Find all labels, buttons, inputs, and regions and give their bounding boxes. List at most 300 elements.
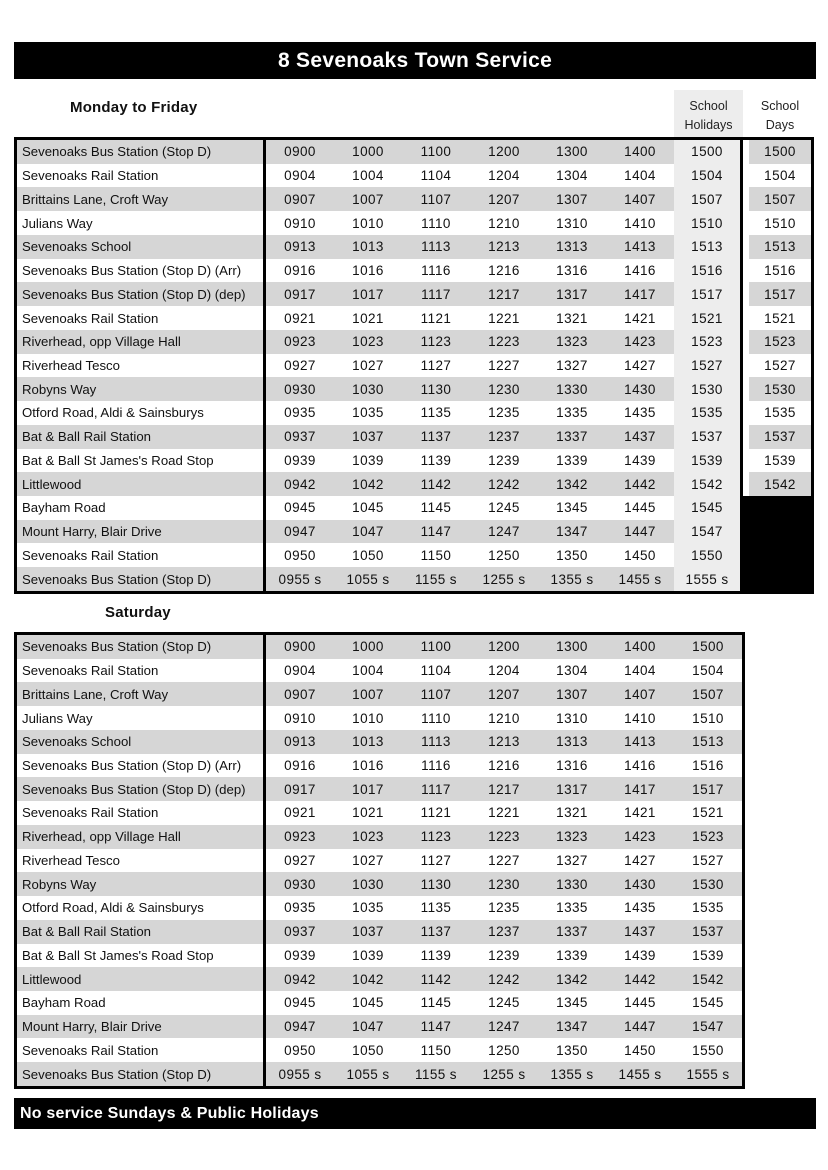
- time-cell: 0927: [284, 357, 316, 373]
- time-cell: 1430: [606, 377, 674, 401]
- table-row: [17, 991, 742, 1015]
- table-row: [17, 730, 742, 754]
- time-cell: 1042: [334, 472, 402, 496]
- time-cell: 1404: [624, 663, 656, 679]
- stop-name-cell: Sevenoaks Rail Station: [17, 659, 266, 683]
- school-holidays-time-cell: 1504: [674, 164, 743, 188]
- school-days-time-cell: 1504: [764, 168, 796, 184]
- time-cell: 1410: [624, 215, 656, 231]
- school-holidays-time-cell: 1516: [674, 259, 743, 283]
- table-row: [17, 754, 742, 778]
- time-cell: 1435: [624, 405, 656, 421]
- time-cell: 0937: [266, 425, 334, 449]
- time-cell: 1255 s: [470, 567, 538, 591]
- time-cell: 1442: [606, 472, 674, 496]
- time-cell: 0910: [284, 215, 316, 231]
- time-cell: 1250: [488, 1042, 520, 1058]
- stop-name-cell: Robyns Way: [17, 377, 266, 401]
- time-cell: 1242: [470, 472, 538, 496]
- time-cell: 1304: [556, 663, 588, 679]
- time-cell: 1239: [488, 947, 520, 963]
- time-cell: 1210: [488, 215, 520, 231]
- table-row: [17, 425, 811, 449]
- stop-name-cell: Sevenoaks School: [17, 235, 266, 259]
- table-row: [17, 306, 811, 330]
- table-row: [17, 187, 811, 211]
- time-cell: 1455 s: [606, 567, 674, 591]
- stop-name-cell: Sevenoaks School: [17, 730, 266, 754]
- time-cell: 0935: [284, 900, 316, 916]
- time-cell: 1210: [488, 710, 520, 726]
- stop-name-cell: Sevenoaks Rail Station: [17, 1038, 266, 1062]
- stop-name-cell: Littlewood: [17, 472, 266, 496]
- time-cell: 1439: [624, 947, 656, 963]
- time-cell: 1537: [674, 920, 742, 944]
- saturday-timetable: [14, 632, 745, 1089]
- stop-name-cell: Brittains Lane, Croft Way: [17, 187, 266, 211]
- school-days-label-line2: Days: [765, 118, 795, 132]
- stop-name-cell: Sevenoaks Rail Station: [17, 543, 266, 567]
- time-cell: 1000: [334, 635, 402, 659]
- time-cell: 1307: [538, 187, 606, 211]
- time-cell: 1213: [470, 235, 538, 259]
- time-cell: 1235: [488, 405, 520, 421]
- time-cell: 1104: [420, 168, 452, 184]
- time-cell: 0907: [266, 187, 334, 211]
- stop-name-cell: Mount Harry, Blair Drive: [17, 520, 266, 544]
- school-holidays-time-cell: 1555 s: [674, 567, 743, 591]
- time-cell: 0942: [266, 967, 334, 991]
- time-cell: 1004: [352, 168, 384, 184]
- time-cell: 1300: [538, 140, 606, 164]
- time-cell: 1130: [402, 872, 470, 896]
- time-cell: 1513: [674, 730, 742, 754]
- no-service-cell: [749, 496, 811, 520]
- time-cell: 1000: [334, 140, 402, 164]
- time-cell: 1400: [606, 635, 674, 659]
- time-cell: 1027: [352, 852, 384, 868]
- time-cell: 1350: [556, 1042, 588, 1058]
- weekday-header-zone: [14, 79, 816, 137]
- time-cell: 1317: [538, 282, 606, 306]
- table-row: [17, 235, 811, 259]
- time-cell: 1437: [606, 425, 674, 449]
- time-cell: 1555 s: [674, 1062, 742, 1086]
- time-cell: 1130: [402, 377, 470, 401]
- time-cell: 1423: [606, 330, 674, 354]
- time-cell: 1235: [488, 900, 520, 916]
- time-cell: 1307: [538, 682, 606, 706]
- table-row: [17, 449, 811, 473]
- time-cell: 1417: [606, 282, 674, 306]
- page-title: 8 Sevenoaks Town Service: [277, 49, 553, 72]
- time-cell: 1113: [402, 235, 470, 259]
- time-cell: 0947: [266, 520, 334, 544]
- school-holidays-label-line1: School: [689, 99, 728, 113]
- time-cell: 1313: [538, 235, 606, 259]
- time-cell: 1355 s: [538, 567, 606, 591]
- time-cell: 1416: [624, 757, 656, 773]
- table-row: [17, 896, 742, 920]
- school-holidays-time-cell: 1542: [674, 472, 743, 496]
- time-cell: 1335: [556, 900, 588, 916]
- time-cell: 1013: [334, 235, 402, 259]
- stop-name-cell: Bayham Road: [17, 496, 266, 520]
- time-cell: 1339: [556, 452, 588, 468]
- time-cell: 1445: [624, 995, 656, 1011]
- table-row: [17, 520, 811, 544]
- time-cell: 1242: [470, 967, 538, 991]
- school-holidays-time-cell: 1521: [674, 306, 743, 330]
- school-holidays-time-cell: 1539: [674, 449, 743, 473]
- time-cell: 1327: [556, 357, 588, 373]
- stop-name-cell: Mount Harry, Blair Drive: [17, 1015, 266, 1039]
- time-cell: 1350: [556, 547, 588, 563]
- time-cell: 0904: [284, 663, 316, 679]
- time-cell: 1330: [538, 377, 606, 401]
- time-cell: 0950: [284, 1042, 316, 1058]
- time-cell: 1045: [352, 500, 384, 516]
- school-days-time-cell: 1507: [749, 187, 811, 211]
- table-row: [17, 496, 811, 520]
- time-cell: 1039: [352, 452, 384, 468]
- time-cell: 1239: [488, 452, 520, 468]
- time-cell: 1413: [606, 730, 674, 754]
- time-cell: 1330: [538, 872, 606, 896]
- time-cell: 1113: [402, 730, 470, 754]
- time-cell: 1416: [624, 263, 656, 279]
- time-cell: 1216: [488, 263, 520, 279]
- time-cell: 1021: [352, 805, 384, 821]
- time-cell: 1455 s: [606, 1062, 674, 1086]
- time-cell: 1255 s: [470, 1062, 538, 1086]
- time-cell: 1504: [692, 663, 724, 679]
- time-cell: 1123: [402, 330, 470, 354]
- time-cell: 1121: [420, 310, 452, 326]
- time-cell: 1450: [624, 547, 656, 563]
- table-row: [17, 330, 811, 354]
- time-cell: 1007: [334, 187, 402, 211]
- school-holidays-time-cell: 1510: [674, 211, 743, 235]
- time-cell: 1542: [674, 967, 742, 991]
- time-cell: 1135: [420, 405, 452, 421]
- time-cell: 0923: [266, 825, 334, 849]
- time-cell: 1145: [420, 500, 452, 516]
- school-days-time-cell: 1527: [764, 357, 796, 373]
- stop-name-cell: Otford Road, Aldi & Sainsburys: [17, 896, 266, 920]
- stop-name-cell: Littlewood: [17, 967, 266, 991]
- time-cell: 1321: [556, 310, 588, 326]
- time-cell: 1421: [624, 310, 656, 326]
- time-cell: 1323: [538, 330, 606, 354]
- school-holidays-time-cell: 1537: [674, 425, 743, 449]
- school-days-time-cell: 1510: [764, 215, 796, 231]
- time-cell: 0955 s: [266, 1062, 334, 1086]
- time-cell: 1523: [674, 825, 742, 849]
- time-cell: 1430: [606, 872, 674, 896]
- time-cell: 0930: [266, 377, 334, 401]
- stop-name-cell: Brittains Lane, Croft Way: [17, 682, 266, 706]
- time-cell: 1313: [538, 730, 606, 754]
- time-cell: 1023: [334, 825, 402, 849]
- time-cell: 1100: [402, 140, 470, 164]
- time-cell: 1510: [692, 710, 724, 726]
- stop-name-cell: Sevenoaks Rail Station: [17, 801, 266, 825]
- school-days-label-line1: School: [760, 99, 800, 113]
- time-cell: 0913: [266, 235, 334, 259]
- table-row: [17, 659, 742, 683]
- time-cell: 1150: [420, 547, 452, 563]
- time-cell: 1045: [352, 995, 384, 1011]
- time-cell: 1035: [352, 405, 384, 421]
- time-cell: 1439: [624, 452, 656, 468]
- stop-name-cell: Julians Way: [17, 211, 266, 235]
- school-holidays-time-cell: 1527: [674, 354, 743, 378]
- table-row: [17, 920, 742, 944]
- time-cell: 1355 s: [538, 1062, 606, 1086]
- time-cell: 1221: [488, 805, 520, 821]
- school-holidays-column-header: [674, 97, 743, 135]
- time-cell: 1117: [402, 777, 470, 801]
- time-cell: 1016: [352, 263, 384, 279]
- time-cell: 1347: [538, 520, 606, 544]
- time-cell: 1547: [674, 1015, 742, 1039]
- school-days-time-cell: 1530: [749, 377, 811, 401]
- no-service-cell: [749, 520, 811, 544]
- no-service-cell: [749, 543, 811, 567]
- time-cell: 1200: [470, 635, 538, 659]
- school-days-time-cell: 1517: [749, 282, 811, 306]
- time-cell: 1207: [470, 187, 538, 211]
- time-cell: 1227: [488, 852, 520, 868]
- time-cell: 1100: [402, 635, 470, 659]
- time-cell: 1030: [334, 872, 402, 896]
- time-cell: 1321: [556, 805, 588, 821]
- school-holidays-time-cell: 1517: [674, 282, 743, 306]
- page-content: [14, 0, 816, 1129]
- time-cell: 1437: [606, 920, 674, 944]
- table-row: [17, 872, 742, 896]
- time-cell: 1316: [556, 757, 588, 773]
- time-cell: 1110: [421, 215, 451, 231]
- time-cell: 1107: [402, 187, 470, 211]
- stop-name-cell: Sevenoaks Bus Station (Stop D): [17, 140, 266, 164]
- table-row: [17, 401, 811, 425]
- time-cell: 1427: [624, 357, 656, 373]
- school-days-time-cell: 1513: [749, 235, 811, 259]
- time-cell: 1155 s: [402, 567, 470, 591]
- weekday-heading: Monday to Friday: [70, 99, 198, 116]
- time-cell: 1342: [538, 472, 606, 496]
- stop-name-cell: Sevenoaks Rail Station: [17, 306, 266, 330]
- time-cell: 1147: [402, 1015, 470, 1039]
- time-cell: 1216: [488, 757, 520, 773]
- school-holidays-time-cell: 1545: [674, 496, 743, 520]
- stop-name-cell: Bat & Ball St James's Road Stop: [17, 944, 266, 968]
- time-cell: 1223: [470, 825, 538, 849]
- time-cell: 1037: [334, 920, 402, 944]
- time-cell: 1217: [470, 777, 538, 801]
- time-cell: 0923: [266, 330, 334, 354]
- time-cell: 1442: [606, 967, 674, 991]
- time-cell: 1121: [420, 805, 452, 821]
- table-row: [17, 472, 811, 496]
- time-cell: 1055 s: [334, 1062, 402, 1086]
- table-row: [17, 801, 742, 825]
- time-cell: 1345: [556, 500, 588, 516]
- time-cell: 1230: [470, 872, 538, 896]
- time-cell: 1247: [470, 520, 538, 544]
- time-cell: 1207: [470, 682, 538, 706]
- stop-name-cell: Bat & Ball St James's Road Stop: [17, 449, 266, 473]
- table-row: [17, 1038, 742, 1062]
- school-days-time-cell: 1539: [764, 452, 796, 468]
- time-cell: 1310: [556, 215, 588, 231]
- stop-name-cell: Sevenoaks Bus Station (Stop D) (dep): [17, 777, 266, 801]
- stop-name-cell: Sevenoaks Bus Station (Stop D) (dep): [17, 282, 266, 306]
- time-cell: 1037: [334, 425, 402, 449]
- time-cell: 1247: [470, 1015, 538, 1039]
- time-cell: 1300: [538, 635, 606, 659]
- time-cell: 1410: [624, 710, 656, 726]
- weekday-timetable: [14, 137, 814, 594]
- time-cell: 1237: [470, 425, 538, 449]
- table-row: [17, 354, 811, 378]
- table-row: [17, 944, 742, 968]
- table-row: [17, 377, 811, 401]
- time-cell: 1123: [402, 825, 470, 849]
- school-days-time-cell: 1523: [749, 330, 811, 354]
- time-cell: 0907: [266, 682, 334, 706]
- time-cell: 0921: [284, 805, 316, 821]
- time-cell: 1450: [624, 1042, 656, 1058]
- time-cell: 1030: [334, 377, 402, 401]
- time-cell: 1013: [334, 730, 402, 754]
- saturday-heading: Saturday: [105, 603, 171, 621]
- time-cell: 1145: [420, 995, 452, 1011]
- time-cell: 1447: [606, 1015, 674, 1039]
- time-cell: 1237: [470, 920, 538, 944]
- time-cell: 1347: [538, 1015, 606, 1039]
- time-cell: 1135: [420, 900, 452, 916]
- time-cell: 1550: [692, 1042, 724, 1058]
- time-cell: 1137: [402, 920, 470, 944]
- stop-name-cell: Sevenoaks Bus Station (Stop D): [17, 567, 266, 591]
- footer-note: No service Sundays & Public Holidays: [14, 1098, 816, 1129]
- time-cell: 1204: [488, 663, 520, 679]
- table-row: [17, 567, 811, 591]
- time-cell: 1150: [420, 1042, 452, 1058]
- stop-name-cell: Sevenoaks Bus Station (Stop D) (Arr): [17, 259, 266, 283]
- table-row: [17, 849, 742, 873]
- time-cell: 1310: [556, 710, 588, 726]
- time-cell: 1404: [624, 168, 656, 184]
- time-cell: 1021: [352, 310, 384, 326]
- stop-name-cell: Bat & Ball Rail Station: [17, 425, 266, 449]
- stop-name-cell: Julians Way: [17, 706, 266, 730]
- time-cell: 1050: [352, 547, 384, 563]
- time-cell: 1447: [606, 520, 674, 544]
- table-row: [17, 259, 811, 283]
- time-cell: 0917: [266, 282, 334, 306]
- time-cell: 0945: [284, 995, 316, 1011]
- time-cell: 1427: [624, 852, 656, 868]
- time-cell: 1407: [606, 682, 674, 706]
- time-cell: 1345: [556, 995, 588, 1011]
- time-cell: 1227: [488, 357, 520, 373]
- stop-name-cell: Riverhead, opp Village Hall: [17, 825, 266, 849]
- time-cell: 1010: [352, 710, 384, 726]
- time-cell: 1516: [692, 757, 724, 773]
- no-service-cell: [749, 567, 811, 591]
- time-cell: 1317: [538, 777, 606, 801]
- time-cell: 1010: [352, 215, 384, 231]
- stop-name-cell: Bayham Road: [17, 991, 266, 1015]
- time-cell: 1127: [420, 852, 452, 868]
- stop-name-cell: Sevenoaks Bus Station (Stop D): [17, 635, 266, 659]
- time-cell: 1142: [402, 472, 470, 496]
- school-days-time-cell: 1500: [749, 140, 811, 164]
- stop-name-cell: Robyns Way: [17, 872, 266, 896]
- table-row: [17, 825, 742, 849]
- time-cell: 1400: [606, 140, 674, 164]
- table-row: [17, 1015, 742, 1039]
- table-row: [17, 164, 811, 188]
- time-cell: 1204: [488, 168, 520, 184]
- school-holidays-time-cell: 1523: [674, 330, 743, 354]
- school-holidays-time-cell: 1550: [674, 543, 743, 567]
- time-cell: 1055 s: [334, 567, 402, 591]
- time-cell: 0937: [266, 920, 334, 944]
- title-bar: [14, 42, 816, 79]
- table-row: [17, 777, 742, 801]
- time-cell: 1245: [488, 995, 520, 1011]
- time-cell: 1116: [421, 263, 451, 279]
- time-cell: 0955 s: [266, 567, 334, 591]
- time-cell: 0950: [284, 547, 316, 563]
- time-cell: 1500: [674, 635, 742, 659]
- time-cell: 1342: [538, 967, 606, 991]
- table-row: [17, 1062, 742, 1086]
- time-cell: 1304: [556, 168, 588, 184]
- school-days-column-header: [749, 97, 811, 135]
- time-cell: 0935: [284, 405, 316, 421]
- time-cell: 1042: [334, 967, 402, 991]
- time-cell: 1521: [692, 805, 724, 821]
- time-cell: 1221: [488, 310, 520, 326]
- time-cell: 1200: [470, 140, 538, 164]
- time-cell: 1004: [352, 663, 384, 679]
- time-cell: 1530: [674, 872, 742, 896]
- table-row: [17, 635, 742, 659]
- time-cell: 1047: [334, 1015, 402, 1039]
- time-cell: 1137: [402, 425, 470, 449]
- time-cell: 1155 s: [402, 1062, 470, 1086]
- school-days-time-cell: 1521: [764, 310, 796, 326]
- time-cell: 0910: [284, 710, 316, 726]
- time-cell: 1539: [692, 947, 724, 963]
- time-cell: 0917: [266, 777, 334, 801]
- time-cell: 0947: [266, 1015, 334, 1039]
- time-cell: 1023: [334, 330, 402, 354]
- time-cell: 1007: [334, 682, 402, 706]
- time-cell: 0930: [266, 872, 334, 896]
- school-holidays-time-cell: 1547: [674, 520, 743, 544]
- time-cell: 0921: [284, 310, 316, 326]
- time-cell: 1316: [556, 263, 588, 279]
- time-cell: 1050: [352, 1042, 384, 1058]
- time-cell: 1047: [334, 520, 402, 544]
